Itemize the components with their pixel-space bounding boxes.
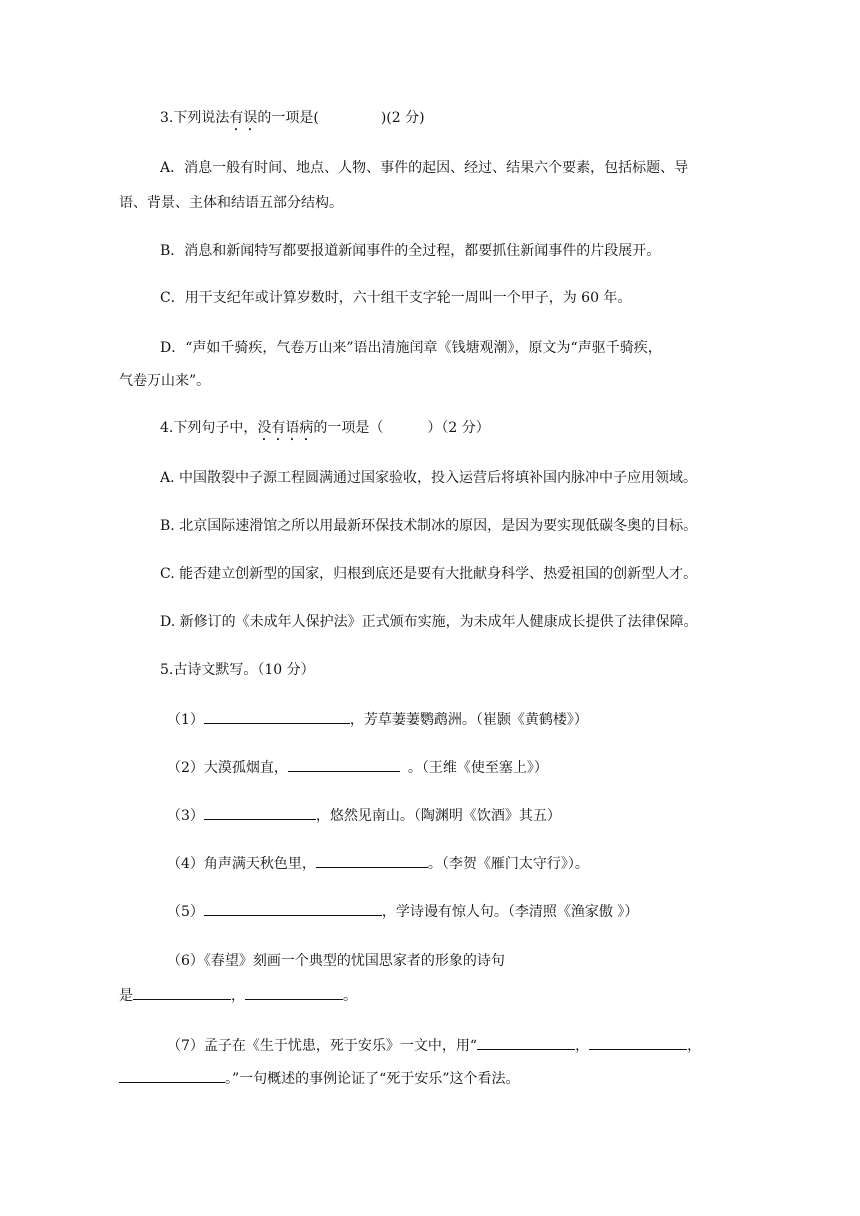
q3-stem-text: 3.下列说法 — [160, 110, 230, 126]
q5-item-4-text-pre: （4）角声满天秋色里， — [167, 856, 316, 872]
q5-item-3-blank[interactable] — [204, 805, 316, 820]
q5-item-6-period: 。 — [343, 988, 357, 1004]
q3-stem — [160, 108, 425, 134]
q5-item-1-text: ，芳草萋萋鹦鹉洲。（崔颢《黄鹤楼》） — [349, 712, 588, 728]
q5-item-3-text: ，悠然见南山。（陶渊明《饮酒》其五） — [315, 808, 561, 824]
q4-stem-text-b: 的一项是（ — [313, 420, 384, 436]
q5-item-5-number: （5） — [167, 904, 204, 920]
q5-item-7-blank-3[interactable] — [119, 1068, 225, 1083]
q5-item-7-comma-1: ， — [575, 1038, 590, 1054]
q3-option-d-line1: D．“声如千骑疾，气卷万山来”语出清施闰章《钱塘观潮》，原文为“声驱千骑疾， — [160, 340, 662, 356]
q5-item-6-line2 — [119, 985, 357, 1006]
q3-stem-emphasis: 有误 — [229, 110, 258, 126]
q4-option-d: D. 新修订的《未成年人保护法》正式颁布实施，为未成年人健康成长提供了法律保障。 — [160, 614, 698, 630]
q5-item-1 — [167, 709, 588, 730]
q5-item-5-text: ，学诗谩有惊人句。（李清照《渔家傲 》） — [381, 904, 639, 920]
q3-stem-score: )(2 分) — [380, 110, 425, 126]
q3-option-b: B．消息和新闻特写都要报道新闻事件的全过程，都要抓住新闻事件的片段展开。 — [160, 243, 661, 259]
q4-option-b: B. 北京国际速滑馆之所以用最新环保技术制冰的原因，是因为要实现低碳冬奥的目标。 — [160, 518, 698, 534]
q5-item-7-text-pre: （7）孟子在《生于忧患，死于安乐》一文中，用“ — [167, 1038, 478, 1054]
q3-option-a-line2: 语、背景、主体和结语五部分结构。 — [119, 195, 343, 211]
q5-item-4-blank[interactable] — [316, 853, 428, 868]
q5-item-7-text: 。”一句概述的事例论证了“死于安乐”这个看法。 — [225, 1071, 520, 1087]
q4-stem-text: 4.下列句子中， — [160, 420, 258, 436]
q5-item-4-text: 。（李贺《雁门太守行》）。 — [427, 856, 589, 872]
q4-option-c: C. 能否建立创新型的国家，归根到底还是要有大批献身科学、热爱祖国的创新型人才。 — [160, 566, 698, 582]
q5-item-5-blank[interactable] — [204, 901, 382, 916]
q5-item-6-comma: ， — [231, 988, 245, 1004]
q5-item-5 — [167, 901, 638, 922]
q5-item-1-number: （1） — [167, 712, 204, 728]
q5-item-2-text: 。（王维《使至塞上》） — [407, 760, 548, 776]
q5-item-7-line2 — [119, 1068, 519, 1089]
q3-option-a-line1: A．消息一般有时间、地点、人物、事件的起因、经过、结果六个要素，包括标题、导 — [160, 160, 689, 176]
q5-item-3-number: （3） — [167, 808, 204, 824]
q5-item-6-blank-2[interactable] — [245, 985, 343, 1000]
q3-stem-text-b: 的一项是( — [257, 110, 319, 126]
q5-item-2-text-pre: （2）大漠孤烟直， — [167, 760, 288, 776]
q4-stem-score: ）（2 分） — [427, 420, 490, 436]
q3-option-d-line2: 气卷万山来”。 — [119, 373, 211, 389]
q5-item-6-blank-1[interactable] — [133, 985, 231, 1000]
q5-item-2-blank[interactable] — [288, 757, 400, 772]
q4-option-a: A. 中国散裂中子源工程圆满通过国家验收，投入运营后将填补国内脉冲中子应用领域。 — [160, 470, 698, 486]
q5-item-4 — [167, 853, 589, 874]
q5-item-7-line1 — [167, 1035, 701, 1056]
q5-item-6-text-pre: 是 — [119, 988, 133, 1004]
q5-item-7-blank-2[interactable] — [589, 1035, 687, 1050]
q5-stem: 5.古诗文默写。（10 分） — [160, 662, 315, 678]
q5-item-7-comma-2: ， — [687, 1038, 702, 1054]
q5-item-2 — [167, 757, 548, 778]
q4-stem — [160, 418, 490, 444]
q5-item-1-blank[interactable] — [204, 709, 350, 724]
q5-item-7-blank-1[interactable] — [477, 1035, 575, 1050]
q5-item-6-line1: （6）《春望》刻画一个典型的忧国思家者的形象的诗句 — [167, 953, 505, 969]
q4-stem-emphasis: 没有语病 — [257, 420, 314, 436]
q3-option-c: C．用干支纪年或计算岁数时，六十组干支字轮一周叫一个甲子，为 60 年。 — [160, 290, 632, 306]
q5-item-3 — [167, 805, 561, 826]
